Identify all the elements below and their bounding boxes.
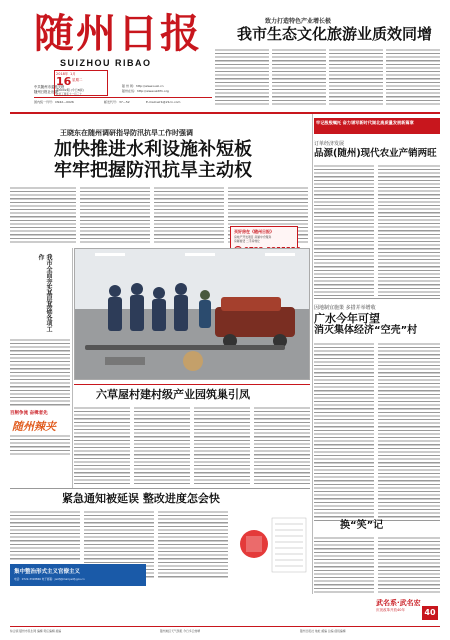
date-day: 16 — [56, 75, 72, 88]
promo-red-text: 百舸争流 奋楫者先 — [10, 411, 48, 416]
right-story-1-headline: 品源(随州)现代农业产销两旺 — [314, 148, 437, 159]
publisher-line-1: 中共随州市委机关报 — [34, 85, 65, 89]
lead-story-headline-2: 牢牢把握防汛抗旱主动权 — [54, 160, 252, 181]
bottom-ad — [10, 564, 146, 586]
right-story-2-headline-1: 广水今年可望 — [314, 312, 380, 325]
right-story-2 — [314, 302, 440, 532]
bottom-right-badge — [376, 598, 440, 622]
bottom-story-headline: 紧急通知被延误 整改进度怎会快 — [62, 492, 220, 505]
publisher-line-2: 随州日报社出版 — [34, 90, 58, 94]
badge-sub: 庆祝改革开放40年 — [376, 608, 405, 612]
lead-story-headline-1: 加快推进水利设施补短板 — [54, 139, 252, 160]
top-story — [215, 14, 440, 110]
top-story-body-col-2 — [272, 48, 326, 106]
top-story-body-col-4 — [386, 48, 440, 106]
right-story-1 — [314, 138, 440, 298]
ad-line-1: 房地产开发项目 房屋中介服务 — [234, 235, 272, 239]
side-banner — [314, 118, 440, 134]
cartoon-illustration — [232, 510, 308, 580]
masthead-title: 随州日报 — [34, 10, 202, 57]
website-1: 随 州 网：http://www.suiz.cn — [122, 84, 164, 88]
right-story-2-kicker: 因地制宜施策 多措并举增收 — [314, 305, 376, 311]
date-year: 2018年 — [56, 72, 69, 76]
footer-mid: 随州地区天气预报 今日多云转晴 — [160, 629, 201, 633]
footer — [10, 629, 440, 637]
promo-block — [10, 410, 70, 458]
ad-line-2: 房屋租赁 二手房转让 — [234, 239, 261, 243]
postal-code: 邮发代号：37—52 — [104, 100, 130, 104]
top-story-body-col-3 — [329, 48, 383, 106]
badge-text: 武名系·武名宏 — [376, 599, 421, 607]
weekday: 星期二 — [72, 78, 83, 82]
promo-logo: 随州辣夹 — [12, 420, 56, 433]
lead-story-kicker: 王晓东在随州调研指导防汛抗旱工作时强调 — [60, 129, 193, 137]
footer-left: 综合版·随州市民生网 编辑 责任编辑 美编 — [10, 629, 62, 633]
left-vertical-title — [28, 254, 52, 334]
website-2: 随州在线：http://www.szdlfx.org — [122, 89, 169, 93]
left-column — [10, 248, 70, 408]
masthead-pinyin: SUIZHOU RIBAO — [60, 58, 152, 68]
side-banner-text: 牢记殷殷嘱托 奋力谱写新时代湖北高质量发展新篇章 — [316, 120, 414, 125]
email: E-mail:szrb@21cn.com — [146, 100, 181, 104]
bottom-ad-title: 集中整治形式主义官僚主义 — [14, 569, 81, 575]
commentary-headline: 换“笑”记 — [340, 520, 384, 531]
top-story-headline: 我市生态文化旅游业质效同增 — [237, 25, 433, 43]
ad-title: 买好房在《随州日报》 — [234, 229, 274, 234]
middle-story-headline: 六草屋村建村级产业园筑巢引凤 — [96, 388, 250, 401]
top-story-kicker: 致力打造特色产业增长极 — [265, 18, 332, 25]
badge-number: 40 — [422, 606, 438, 620]
left-vertical-title-1: 我市全面夯实基层基础各项工作 — [37, 254, 52, 332]
lunar-date: 农历丁酉年十一月三十 — [56, 93, 82, 96]
middle-story — [74, 388, 310, 486]
bottom-story-graphic — [232, 510, 308, 580]
lead-photo-art — [75, 249, 310, 380]
bottom-ad-contact: 电话：0722-3318866 电子邮箱：jwzfj@mail.jwzfj.gov.cn — [14, 578, 85, 581]
cn-number: 国内统一刊号：CN42—0026 — [34, 100, 74, 104]
commentary — [314, 520, 440, 596]
lead-photo — [74, 248, 310, 380]
issue-number: 第6002期 (今日8版) — [56, 88, 84, 92]
top-story-body-col-1 — [215, 48, 269, 106]
footer-right: 随州日报社 地址 邮编 总编 值班编辑 — [300, 629, 346, 633]
right-story-1-kicker: 订单经济发展 — [314, 141, 345, 147]
right-story-2-headline-2: 消灭集体经济“空壳”村 — [314, 325, 418, 336]
date-month: 1月 — [70, 72, 76, 76]
date-block — [54, 70, 108, 96]
